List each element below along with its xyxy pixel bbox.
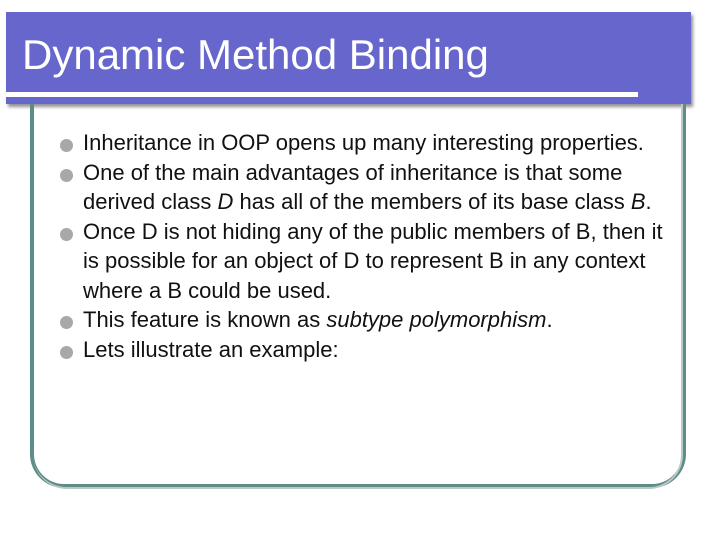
bullet-list: [0, 128, 720, 364]
bullet-item: [0, 335, 720, 365]
bullet-dot-icon: [60, 316, 73, 329]
bullet-segment: has all of the members of its base class: [233, 189, 631, 214]
bullet-segment: This feature is known as: [83, 307, 327, 332]
italic-term: subtype polymorphism: [326, 307, 547, 332]
bullet-text: [83, 158, 665, 217]
bullet-text: [83, 217, 665, 306]
title-underline: [6, 92, 638, 97]
bullet-dot-icon: [60, 346, 73, 359]
title-bar: [6, 12, 691, 104]
italic-term: B: [630, 189, 646, 214]
bullet-dot-icon: [60, 169, 73, 182]
bullet-segment: .: [546, 307, 553, 332]
bullet-dot-icon: [60, 139, 73, 152]
bullet-text: [83, 335, 665, 365]
bullet-segment: .: [645, 189, 652, 214]
bullet-item: [0, 128, 720, 158]
italic-term: D: [217, 189, 234, 214]
bullet-segment: Inheritance in OOP opens up many interesting properties.: [83, 130, 644, 155]
bullet-dot-icon: [60, 228, 73, 241]
bullet-text: [83, 305, 665, 335]
bullet-segment: Lets illustrate an example:: [83, 336, 339, 362]
bullet-segment: One of the main advantages of inheritance is that some derived class: [83, 159, 623, 214]
bullet-item: [0, 217, 720, 306]
bullet-segment: Once D is not hiding any of the public members of B, then it is possible for an object of D to represent B in any context where a B could be used.: [83, 218, 663, 303]
bullet-text: [83, 128, 665, 158]
slide-title: Dynamic Method Binding: [22, 31, 489, 78]
bullet-item: [0, 158, 720, 217]
bullet-item: [0, 305, 720, 335]
